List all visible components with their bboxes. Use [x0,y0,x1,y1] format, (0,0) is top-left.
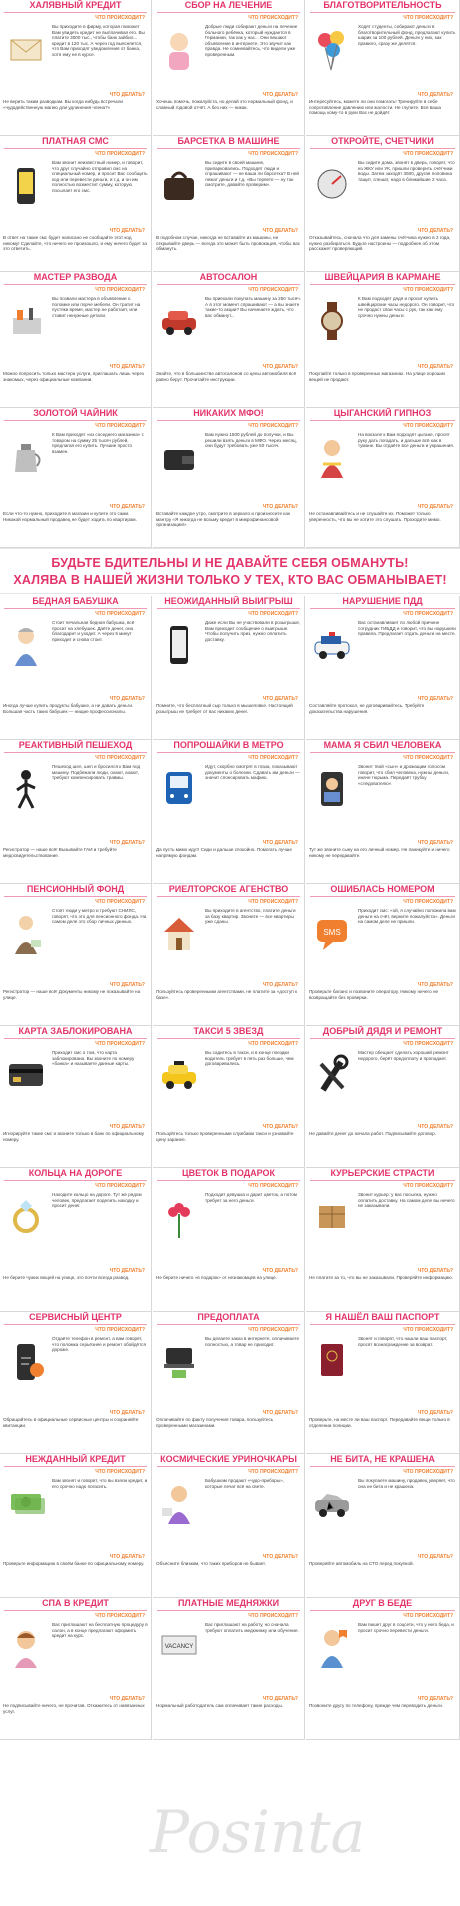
what-happens-label: ЧТО ПРОИСХОДИТ? [248,611,298,617]
what-happens-text: Ходят студенты, собирают деньги в благотворительный фонд, предлагают купить шарик за 100 рублей. Деньги у них, как правило, сразу же делятся. [358,24,456,46]
card-title: ХАЛЯВНЫЙ КРЕДИТ [29,0,122,10]
what-to-do-text: Регистратор — наше всё! Документы никому не показывайте на улице. [3,989,141,1000]
subway-icon [157,764,201,816]
what-happens-label: ЧТО ПРОИСХОДИТ? [248,287,298,293]
card-title: ЦВЕТОК В ПОДАРОК [182,1168,275,1178]
card-title: КУРЬЕРСКИЕ СТРАСТИ [330,1168,435,1178]
what-happens-label: ЧТО ПРОИСХОДИТ? [403,1183,453,1189]
what-to-do-text: В подобном случае, никогда не вставайте из машины, не открывайте дверь — всегда это может быть провокация, чтобы вас обмануть. [156,235,300,252]
what-happens-text: Звонят и говорят, что нашли ваш паспорт, просят вознаграждение за возврат. [358,1336,448,1347]
card-title: Я НАШЁЛ ВАШ ПАСПОРТ [325,1312,440,1322]
what-to-do-text: Обращайтесь в официальные сервисные центры и сохраняйте квитанции. [3,1417,139,1428]
kettle-icon [4,432,48,484]
scam-card [306,136,460,272]
what-to-do-text: Регистратор — наше всё! Вызывайте ГАИ и требуйте медосвидетельствование. [3,847,117,858]
what-happens-label: ЧТО ПРОИСХОДИТ? [403,151,453,157]
scam-card [306,740,460,884]
card-title: КОЛЬЦА НА ДОРОГЕ [28,1168,123,1178]
title-underline [4,1610,147,1611]
what-happens-text: Идут, скорбно смотрят в глаза, показывают документы о болезни. Сдавать им деньги — значит спонсировать мафию. [205,764,300,781]
card-title: ЦЫГАНСКИЙ ГИПНОЗ [333,408,432,418]
prepay-icon [157,1336,201,1388]
svg-text:VACANCY: VACANCY [164,1644,194,1650]
vacancy-icon [157,1622,201,1674]
scam-card [0,884,152,1026]
title-underline [157,1466,300,1467]
scam-card [306,1598,460,1740]
title-underline [157,1324,300,1325]
what-happens-text: Вас приглашают на работу, но сначала требуют оплатить медкнижку или обучение. [205,1622,299,1633]
what-happens-text: Вы приехали покупать машину за 250 тысяч. А в этот момент спрашивают — а вы знаете такие-то акции? Вы начинаете ждать, что вас обманут... [205,296,301,318]
card-title: БЛАГОТВОРИТЕЛЬНОСТЬ [323,0,442,10]
scam-card [0,1598,152,1740]
title-underline [4,752,147,753]
sms-icon [310,908,354,960]
scam-card [306,408,460,548]
what-happens-label: ЧТО ПРОИСХОДИТ? [403,755,453,761]
card-title: КОСМИЧЕСКИЕ УРИНОЧКАРЫ [160,1454,297,1464]
scam-card [306,1312,460,1454]
cosmic-icon [157,1478,201,1530]
scam-card [153,1454,305,1598]
what-happens-label: ЧТО ПРОИСХОДИТ? [95,755,145,761]
what-to-do-text: Нормальный работодатель сам оплачивает такие расходы. [156,1703,284,1708]
what-happens-label: ЧТО ПРОИСХОДИТ? [403,1041,453,1047]
what-happens-text: Стоят люди у метро и требуют СНИЛС, говорят, что это для пенсионного фонда. На самом деле это сбор личных данных. [52,908,147,925]
what-to-do-label: ЧТО ДЕЛАТЬ? [109,1696,145,1702]
what-to-do-text: Проверяйте автомобиль на СТО перед покупкой. [309,1561,414,1566]
title-underline [310,1038,455,1039]
what-to-do-label: ЧТО ДЕЛАТЬ? [109,982,145,988]
smartphone-icon [157,620,201,672]
title-underline [310,752,455,753]
card-title: МАМА Я СБИЛ ЧЕЛОВЕКА [323,740,442,750]
what-to-do-text: Проверьте, на месте ли ваш паспорт. Передавайте вещи только в отделении полиции. [309,1417,450,1428]
what-happens-label: ЧТО ПРОИСХОДИТ? [248,1613,298,1619]
title-underline [4,896,147,897]
what-to-do-text: Не останавливайтесь и не слушайте их. Поможет только уверенность, что вы не хотите это слушать. Проходите мимо. [309,511,441,522]
what-to-do-label: ЧТО ДЕЛАТЬ? [262,92,298,98]
mama-icon [310,764,354,816]
what-to-do-label: ЧТО ДЕЛАТЬ? [417,228,453,234]
title-underline [310,284,455,285]
what-to-do-label: ЧТО ДЕЛАТЬ? [262,1410,298,1416]
card-title: БАРСЕТКА В МАШИНЕ [177,136,280,146]
title-underline [4,1038,147,1039]
scam-card [306,1168,460,1312]
what-to-do-label: ЧТО ДЕЛАТЬ? [262,1554,298,1560]
what-happens-text: Подходит девушка и дарит цветок, а потом требует за него деньги. [205,1192,297,1203]
scam-card [153,272,305,408]
card-title: РИЕЛТОРСКОЕ АГЕНСТВО [168,884,289,894]
what-to-do-label: ЧТО ДЕЛАТЬ? [109,1554,145,1560]
what-to-do-label: ЧТО ДЕЛАТЬ? [262,696,298,702]
card-title: ПОПРОШАЙКИ В МЕТРО [173,740,284,750]
what-happens-label: ЧТО ПРОИСХОДИТ? [248,899,298,905]
what-happens-text: Даже если Вы не участвовали в розыгрыше, Вам приходит сообщение о выигрыше. Чтобы получить приз, нужно оплатить доставку. [205,620,301,642]
what-to-do-label: ЧТО ДЕЛАТЬ? [417,1554,453,1560]
phone-icon [4,160,48,212]
what-to-do-label: ЧТО ДЕЛАТЬ? [262,228,298,234]
what-happens-text: Стоит печальная бедная бабушка, всё просит на хлебушек. Даёте денег, она благодарит и уходит. А через 5 минут приходит и снова стоит. [52,620,135,642]
card-title: МАСТЕР РАЗВОДА [33,272,118,282]
what-happens-text: Приходит смс о том, что карта заблокирована. Вы звоните по номеру «банка» и называете данные карты. [52,1050,135,1067]
service-icon [4,1336,48,1388]
balloons-icon [310,24,354,76]
card-title: ПЛАТНЫЕ МЕДНЯЖКИ [177,1598,280,1608]
title-underline [157,420,300,421]
what-happens-text: Вы сидите в своей машине, припарковались. Подходят люди и спрашивают — не ваша ли барсетка? В ней лежат деньги и т.д. «Вы теряете — ну так смотрите, давайте проверим». [205,160,299,188]
watermark: Posinta [150,1798,366,1866]
what-happens-text: Отдаёте телефон в ремонт, а вам говорят, что поломка серьёзнее и ремонт обойдётся дороже. [52,1336,146,1353]
card-title: АВТОСАЛОН [199,272,258,282]
title-underline [4,1324,147,1325]
scam-card [0,1026,152,1168]
wallet-icon [157,432,201,484]
title-underline [157,12,300,13]
scam-card [153,1168,305,1312]
what-happens-text: Бабушкам продают «чудо-приборы», которые лечат всё на свете. [205,1478,284,1489]
scam-card [0,0,152,136]
title-underline [157,1038,300,1039]
scam-card [153,136,305,272]
baby-icon [157,24,201,76]
what-happens-text: Приходит смс: «ой, я случайно положила вам деньги на счёт, верните пожалуйста». Деньги на самом деле не пришли. [358,908,456,925]
what-to-do-text: Составляйте протокол, не договаривайтесь. Требуйте доказательства нарушения. [309,703,425,714]
what-happens-label: ЧТО ПРОИСХОДИТ? [403,1327,453,1333]
gauge-icon [310,160,354,212]
taxi-icon [157,1050,201,1102]
what-to-do-text: Интересуйтесь, можете ли они помогать! Тренируйте в себе сопротивление давлению или жалости. Не глупите. Вся ваша помощь кому-то в руки Вас не дойдёт. [309,99,441,116]
what-to-do-text: Игнорируйте такие смс и звоните только в банк по официальному номеру. [3,1131,145,1142]
card-title: ШВЕЙЦАРИЯ В КАРМАНЕ [324,272,441,282]
what-happens-text: Вы приходите в фирму, которая поможет Вам увидеть кредит не выплачивая его. Вы платите 3000 тыс., чтобы банк зайбил... кредит в 120 тыс. А через год выясняется, что Вам приходят уведомления от банка, хотя ему не в курсе. [52,24,145,57]
card-title: ПРЕДОПЛАТА [197,1312,260,1322]
what-happens-text: Вы покупаете машину, продавец уверяет, что она не бита и не крашена. [358,1478,455,1489]
what-to-do-label: ЧТО ДЕЛАТЬ? [262,840,298,846]
scam-card [153,0,305,136]
what-happens-label: ЧТО ПРОИСХОДИТ? [95,1613,145,1619]
what-happens-label: ЧТО ПРОИСХОДИТ? [95,1183,145,1189]
what-to-do-text: Иногда лучше купить продукты бабушке, а не давать деньги. Большая часть таких бабушек — нищие профессионалы. [3,703,134,714]
what-happens-label: ЧТО ПРОИСХОДИТ? [248,423,298,429]
banner-line-2: ХАЛЯВА В НАШЕЙ ЖИЗНИ ТОЛЬКО У ТЕХ, КТО ВАС ОБМАНЫВАЕТ! [13,573,447,587]
title-underline [310,1466,455,1467]
scam-card [153,740,305,884]
what-happens-label: ЧТО ПРОИСХОДИТ? [95,1469,145,1475]
repair-icon [310,1050,354,1102]
card-title: НЕОЖИДАННЫЙ ВЫИГРЫШ [164,596,293,606]
police-car-icon [310,620,354,672]
what-happens-label: ЧТО ПРОИСХОДИТ? [95,1041,145,1047]
what-happens-text: Звонит твой «сын» и дрожащим голосом говорит, что сбил человека, нужны деньги, иначе тюрьма. Передаёт трубку «следователю». [358,764,450,786]
scam-card [0,408,152,548]
money-icon [4,1478,48,1530]
what-happens-label: ЧТО ПРОИСХОДИТ? [248,1041,298,1047]
what-to-do-text: Пользуйтесь только проверенными службами такси и узнавайте цену заранее. [156,1131,294,1142]
scam-card [306,596,460,740]
what-to-do-text: Оплачивайте по факту получения товара, пользуйтесь проверенными магазинами. [156,1417,274,1428]
what-happens-label: ЧТО ПРОИСХОДИТ? [95,611,145,617]
card-title: НЕ БИТА, НЕ КРАШЕНА [330,1454,435,1464]
what-happens-label: ЧТО ПРОИСХОДИТ? [95,151,145,157]
card-title: НИКАКИХ МФО! [193,408,264,418]
what-happens-label: ЧТО ПРОИСХОДИТ? [403,1469,453,1475]
what-to-do-text: Знайте, что в большинстве автосалонов со цены автомобиля всё равно берут. Прочитайте инструкции. [156,371,297,382]
what-to-do-label: ЧТО ДЕЛАТЬ? [262,1268,298,1274]
what-happens-text: К Вам подходят дядя и просит купить швейцарские часы недорого. Он говорит, что не продаст свои часы с рук, так как ему срочно нужны деньги. [358,296,455,318]
what-to-do-label: ЧТО ДЕЛАТЬ? [109,364,145,370]
title-underline [4,148,147,149]
scam-card [0,1168,152,1312]
what-to-do-label: ЧТО ДЕЛАТЬ? [262,1124,298,1130]
what-happens-label: ЧТО ПРОИСХОДИТ? [403,611,453,617]
what-to-do-label: ЧТО ДЕЛАТЬ? [417,364,453,370]
what-to-do-text: Пользуйтесь проверенными агентствами, не платите за «доступ к базе». [156,989,298,1000]
scam-card [0,1312,152,1454]
title-underline [310,1324,455,1325]
what-happens-text: Вам звонит неизвестный номер, и говорит, что друг случайно отправил смс на специальный номер, и просит Вас сообщить код или перевести деньги, и т.д. и он им полностью возместит сумму, которую посылает его смс. [52,160,148,193]
scam-card [0,1454,152,1598]
scam-card [0,740,152,884]
what-to-do-text: Проверьте баланс и позвоните оператору. Никому ничего не возвращайте без проверки. [309,989,439,1000]
title-underline [4,608,147,609]
title-underline [310,420,455,421]
card-title: ОТКРОЙТЕ, СЧЕТЧИКИ [331,136,434,146]
title-underline [4,1180,147,1181]
what-to-do-label: ЧТО ДЕЛАТЬ? [417,1268,453,1274]
what-happens-text: Вы садитесь в такси, и в конце поездки водитель требует в пять раз больше, чем договаривались. [205,1050,294,1067]
courier-icon [310,1192,354,1244]
title-underline [4,12,147,13]
title-underline [157,1610,300,1611]
what-to-do-text: Объясните близким, что таких приборов не бывает. [156,1561,266,1566]
what-to-do-text: В ответ на такие смс будет написано не сообщайте этот код никому! Сделайте, что ничего не произошло, и ему ничего будет за это ответить. [3,235,147,252]
what-to-do-label: ЧТО ДЕЛАТЬ? [417,696,453,702]
what-happens-label: ЧТО ПРОИСХОДИТ? [403,423,453,429]
title-underline [310,12,455,13]
what-happens-text: На вокзале к Вам подходят цыгане, просят руку дать погадать, и дальше всё как в тумане. Вы отдаёте все деньги и украшения. [358,432,455,449]
what-to-do-text: Вставайте каждое утро, смотрите в зеркало и произносите как мантру «Я никогда не возьму кредит в микрофинансовой организации!» [156,511,290,528]
what-to-do-text: Проверьте информацию в своём банке по официальному номеру. [3,1561,145,1566]
what-happens-text: Вас останавливает по любой причине сотрудник ГИБДД и говорит, что вы нарушили правила. Предлагает отдать деньги на месте. [358,620,456,637]
card-title: СЕРВИСНЫЙ ЦЕНТР [29,1312,122,1322]
what-to-do-text: Помните, что бесплатный сыр только в мышеловке. Настоящий розыгрыш не требует от вас никаких денег. [156,703,293,714]
svg-text:SMS: SMS [323,928,341,937]
what-happens-text: Вы сидите дома, звонят в дверь, говорят, что из ЖКУ или УК, пришли проверить счётчики воды. Затем заходят 3500, другая половина тащит, спешат, надо в ближайшие 2 часа. [358,160,455,182]
friend-icon [310,1622,354,1674]
what-to-do-label: ЧТО ДЕЛАТЬ? [262,504,298,510]
what-happens-label: ЧТО ПРОИСХОДИТ? [95,1327,145,1333]
what-happens-label: ЧТО ПРОИСХОДИТ? [95,15,145,21]
grandma-icon [4,620,48,672]
what-to-do-label: ЧТО ДЕЛАТЬ? [417,1124,453,1130]
card-title: НЕЖДАННЫЙ КРЕДИТ [25,1454,126,1464]
what-to-do-text: Не берите ничего «в подарок» от незнакомцев на улице. [156,1275,278,1280]
what-happens-text: Вас приглашают на бесплатную процедуру в салон, а в конце предлагают оформить кредит на курс. [52,1622,148,1639]
what-happens-text: Вы делаете заказ в интернете, оплачиваете полностью, а товар не приходит. [205,1336,300,1347]
what-happens-text: Вам пишет друг в соцсети, что у него беда, и просит срочно перевести деньги. [358,1622,454,1633]
card-title: ДРУГ В БЕДЕ [352,1598,413,1608]
what-to-do-label: ЧТО ДЕЛАТЬ? [417,504,453,510]
what-to-do-text: Если что-то нужно, приходите в магазин и купите это сами. Никакой нормальный продавец не будет ходить по квартирам. [3,511,137,522]
card-title: РЕАКТИВНЫЙ ПЕШЕХОД [18,740,133,750]
what-happens-label: ЧТО ПРОИСХОДИТ? [403,899,453,905]
what-to-do-text: Не подписывайте ничего, не прочитав. Откажитесь от навязанных услуг. [3,1703,145,1714]
house-icon [157,908,201,960]
wrecked-car-icon [310,1478,354,1530]
what-to-do-label: ЧТО ДЕЛАТЬ? [262,364,298,370]
what-happens-text: Звонит курьер: у вас посылка, нужно оплатить доставку. На самом деле вы ничего не заказывали. [358,1192,455,1209]
what-to-do-label: ЧТО ДЕЛАТЬ? [417,1696,453,1702]
scam-card [0,272,152,408]
card-title: КАРТА ЗАБЛОКИРОВАНА [18,1026,133,1036]
what-to-do-label: ЧТО ДЕЛАТЬ? [417,840,453,846]
card-title: БЕДНАЯ БАБУШКА [32,596,119,606]
what-happens-text: К Вам приходят «из соседнего магазина» с товаром на сумму 25 тысяч рублей, предлагая его купить. Лучшие просто взамен. [52,432,144,454]
what-happens-text: Вам звонят и говорят, что вы взяли кредит, и его срочно надо погасить. [52,1478,148,1489]
envelope-icon [4,24,48,76]
card-title: ОШИБЛАСЬ НОМЕРОМ [330,884,435,894]
title-underline [310,1610,455,1611]
title-underline [157,752,300,753]
what-happens-label: ЧТО ПРОИСХОДИТ? [403,15,453,21]
passport-icon [310,1336,354,1388]
car-icon [157,296,201,348]
what-to-do-label: ЧТО ДЕЛАТЬ? [262,982,298,988]
what-happens-label: ЧТО ПРОИСХОДИТ? [95,423,145,429]
title-underline [310,608,455,609]
scam-card [153,1026,305,1168]
bag-icon [157,160,201,212]
scam-card [153,408,305,548]
scam-card [0,596,152,740]
scam-card [153,596,305,740]
banner-line-1: БУДЬТЕ БДИТЕЛЬНЫ И НЕ ДАВАЙТЕ СЕБЯ ОБМАНУТЬ! [51,556,409,570]
title-underline [310,148,455,149]
warning-banner [0,548,460,594]
watch-icon [310,296,354,348]
card-title: СПА В КРЕДИТ [42,1598,109,1608]
what-to-do-text: Можно попросить только мастера услуги, приглашать лишь через знакомых, через официальные компании. [3,371,144,382]
what-to-do-text: Не давайте денег до начала работ. Подписывайте договор. [309,1131,436,1136]
card-title: ПЕНСИОННЫЙ ФОНД [26,884,125,894]
title-underline [157,896,300,897]
what-to-do-text: Тут же звоните сыну на его личный номер. Не паникуйте и ничего никому не передавайте. [309,847,450,858]
what-to-do-label: ЧТО ДЕЛАТЬ? [109,504,145,510]
what-to-do-text: Не платите за то, что вы не заказывали. Проверяйте информацию. [309,1275,453,1280]
card-icon [4,1050,48,1102]
what-happens-label: ЧТО ПРОИСХОДИТ? [248,1469,298,1475]
what-to-do-label: ЧТО ДЕЛАТЬ? [109,1410,145,1416]
flower-icon [157,1192,201,1244]
what-happens-label: ЧТО ПРОИСХОДИТ? [248,151,298,157]
what-happens-label: ЧТО ПРОИСХОДИТ? [95,287,145,293]
what-happens-label: ЧТО ПРОИСХОДИТ? [403,287,453,293]
gypsy-icon [310,432,354,484]
what-happens-label: ЧТО ПРОИСХОДИТ? [403,1613,453,1619]
what-happens-label: ЧТО ПРОИСХОДИТ? [248,1327,298,1333]
what-to-do-label: ЧТО ДЕЛАТЬ? [109,696,145,702]
pedestrian-icon [4,764,48,816]
card-title: ТАКСИ 5 ЗВЕЗД [193,1026,264,1036]
title-underline [157,284,300,285]
title-underline [4,284,147,285]
ring-icon [4,1192,48,1244]
what-to-do-text: Хочешь помочь, пожалуйста, но делай это нормальный фонд, и славный годовой отчёт. А без них — никак. [156,99,293,110]
what-happens-text: Мастер обещает сделать хороший ремонт недорого, берёт предоплату и пропадает. [358,1050,449,1061]
what-to-do-text: Отказывайтесь, сначала что для замены счётчика нужно в 2 года, нужно разбираться. Будьте настроены — подробнее об этом расскажет проверяющий. [309,235,451,252]
card-title: ДОБРЫЙ ДЯДЯ И РЕМОНТ [322,1026,443,1036]
title-underline [157,608,300,609]
what-happens-text: Находите кольцо на дороге. Тут же рядом человек, предлагает поделить находку и просит денег. [52,1192,142,1209]
what-happens-text: Вы приходите в агентство, платите деньги за базу квартир. Звоните — все квартиры уже сданы. [205,908,296,925]
card-title: СБОР НА ЛЕЧЕНИЕ [184,0,273,10]
title-underline [4,1466,147,1467]
what-to-do-label: ЧТО ДЕЛАТЬ? [109,1268,145,1274]
what-to-do-text: Покупайте только в проверенных магазинах. На улице хороших вещей не продают. [309,371,446,382]
scam-card [153,884,305,1026]
card-title: ПЛАТНАЯ СМС [42,136,109,146]
pension-icon [4,908,48,960]
title-underline [4,420,147,421]
what-to-do-label: ЧТО ДЕЛАТЬ? [417,1410,453,1416]
scam-card [306,0,460,136]
card-title: ЗОЛОТОЙ ЧАЙНИК [33,408,118,418]
card-title: НАРУШЕНИЕ ПДД [342,596,423,606]
what-to-do-label: ЧТО ДЕЛАТЬ? [262,1696,298,1702]
what-to-do-label: ЧТО ДЕЛАТЬ? [109,1124,145,1130]
scam-card [306,1454,460,1598]
spa-icon [4,1622,48,1674]
what-happens-text: Вы позвали мастера в объявлении о поломке или порче мебели. Он тратит на пустяки время, мастер не работает, или ставит ненужные детали. [52,296,141,318]
what-happens-text: Добрые люди собирают деньги на лечение больного ребёнка, который нуждается в Германии, так как у нас... Они вешают объявление в интернете. Это звучит как правда. Не сомневайтесь, что видели уже проверенным. [205,24,298,57]
scam-card [306,1026,460,1168]
title-underline [157,148,300,149]
what-to-do-label: ЧТО ДЕЛАТЬ? [109,228,145,234]
title-underline [310,1180,455,1181]
scam-card [306,272,460,408]
title-underline [310,896,455,897]
what-happens-label: ЧТО ПРОИСХОДИТ? [248,1183,298,1189]
what-to-do-label: ЧТО ДЕЛАТЬ? [109,840,145,846]
what-happens-label: ЧТО ПРОИСХОДИТ? [248,15,298,21]
scam-card [306,884,460,1026]
title-underline [157,1180,300,1181]
what-to-do-text: Не берите чужих вещей на улице, это почти всегда развод. [3,1275,130,1280]
what-to-do-label: ЧТО ДЕЛАТЬ? [417,92,453,98]
scam-card [0,136,152,272]
scam-card [153,1598,305,1740]
what-happens-text: Пешеход шел, шел и бросился к Вам под машину. Подбежали люди, охают, ахают, требуют компенсировать травмы. [52,764,141,781]
what-to-do-text: Позвоните другу по телефону, прежде чем переводить деньги. [309,1703,444,1708]
scam-card [153,1312,305,1454]
tools-icon [4,296,48,348]
what-happens-label: ЧТО ПРОИСХОДИТ? [248,755,298,761]
what-to-do-text: Да пусть мимо идут! Сиди и дальше спокойно. Помогать лучше напрямую фондам. [156,847,292,858]
what-to-do-label: ЧТО ДЕЛАТЬ? [417,982,453,988]
what-to-do-text: Не верить таким разводкам. Вы когда нибудь встречали «чудодейственную магию дли удлинения члена?» [3,99,123,110]
what-happens-text: Вам нужно 1500 рублей до получки, и Вы решили взять деньги в МФО. Через месяц, они будут требовать уже 50 тысяч. [205,432,297,449]
what-to-do-label: ЧТО ДЕЛАТЬ? [109,92,145,98]
what-happens-label: ЧТО ПРОИСХОДИТ? [95,899,145,905]
